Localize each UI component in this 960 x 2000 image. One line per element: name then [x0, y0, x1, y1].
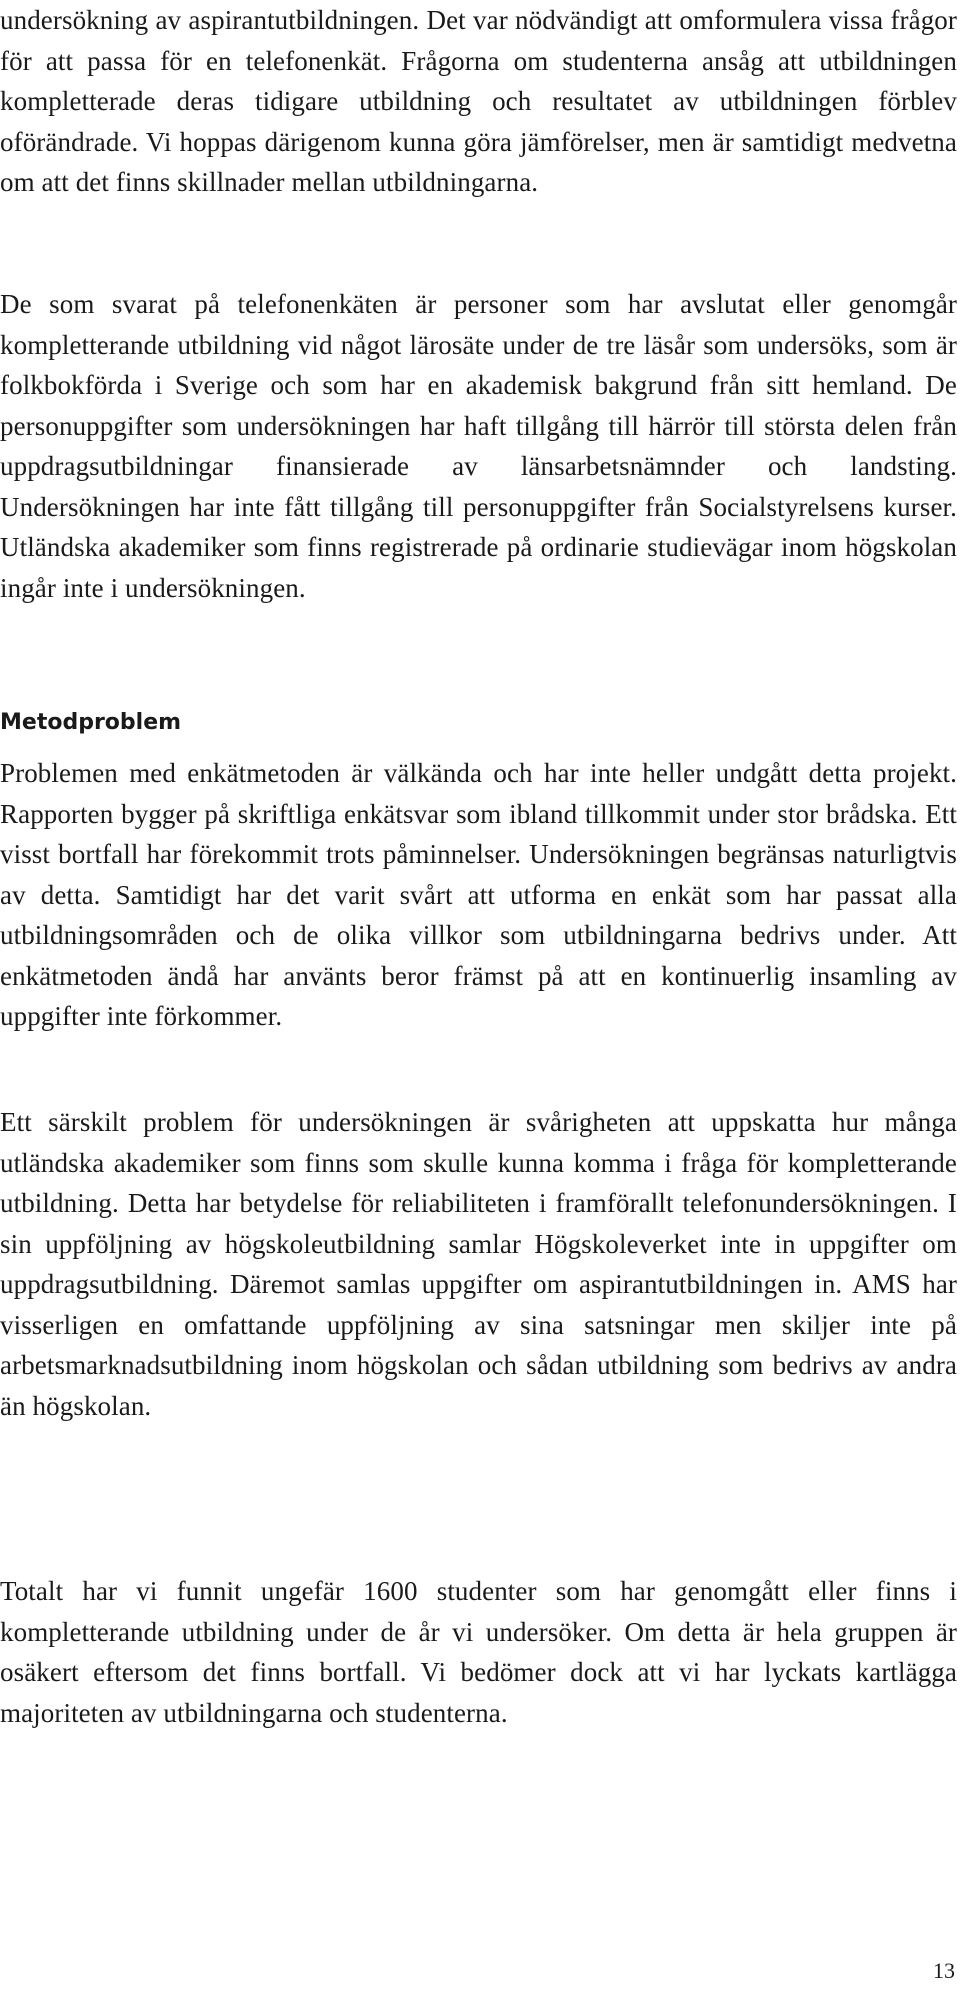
section-heading-metodproblem: Metodproblem: [0, 710, 182, 735]
paragraph-estimation-problem: Ett särskilt problem för undersökningen är svårigheten att uppskatta hur många utländska akademiker som finns som skulle kunna komma i fråga för kompletterande utbildning. Detta har betydelse för reliabiliteten i framförallt telefonundersökningen. I sin uppföljning av högskoleutbildning samlar Högskoleverket inte in uppgifter om uppdragsutbildning. Däremot samlas uppgifter om aspirantutbildningen in. AMS har visserligen en omfattande uppföljning av sina satsningar men skiljer inte på arbetsmarknadsutbildning inom högskolan och sådan utbildning som bedrivs av andra än högskolan.: [0, 1107, 957, 1421]
paragraph-total-students: Totalt har vi funnit ungefär 1600 studenter som har genomgått eller finns i kompletterande utbildning under de år vi undersöker. Om detta är hela gruppen är osäkert eftersom det finns bortfall. Vi bedömer dock att vi har lyckats kartlägga majoriteten av utbildningarna och studenterna.: [0, 1576, 957, 1728]
paragraph-method-problems: Problemen med enkätmetoden är välkända och har inte heller undgått detta projekt. Rapporten bygger på skriftliga enkätsvar som ibland tillkommit under stor brådska. Ett visst bortfall har förekommit trots påminnelser. Undersökningen begränsas naturligtvis av detta. Samtidigt har det varit svårt att utforma en enkät som har passat alla utbildningsområden och de olika villkor som utbildningarna bedrivs under. Att enkätmetoden ändå har använts beror främst på att en kontinuerlig insamling av uppgifter inte förkommer.: [0, 758, 957, 1031]
page-number: 13: [933, 1958, 955, 1983]
paragraph-survey-adaptation: undersökning av aspirantutbildningen. Det var nödvändigt att omformulera vissa frågor för att passa för en telefonenkät. Frågorna om studenterna ansåg att utbildningen kompletterade deras tidigare utbildning och resultatet av utbildningen förblev oförändrade. Vi hoppas därigenom kunna göra jämförelser, men är samtidigt medvetna om att det finns skillnader mellan utbildningarna.: [0, 5, 957, 197]
paragraph-respondents: De som svarat på telefonenkäten är personer som har avslutat eller genomgår kompletterande utbildning vid något lärosäte under de tre läsår som undersöks, som är folkbokförda i Sverige och som har en akademisk bakgrund från sitt hemland. De personuppgifter som undersökningen har haft tillgång till härrör till största delen från uppdragsutbildningar finansierade av länsarbetsnämnder och landsting. Undersökningen har inte fått tillgång till personuppgifter från Socialstyrelsens kurser. Utländska akademiker som finns registrerade på ordinarie studievägar inom högskolan ingår inte i undersökningen.: [0, 289, 957, 603]
